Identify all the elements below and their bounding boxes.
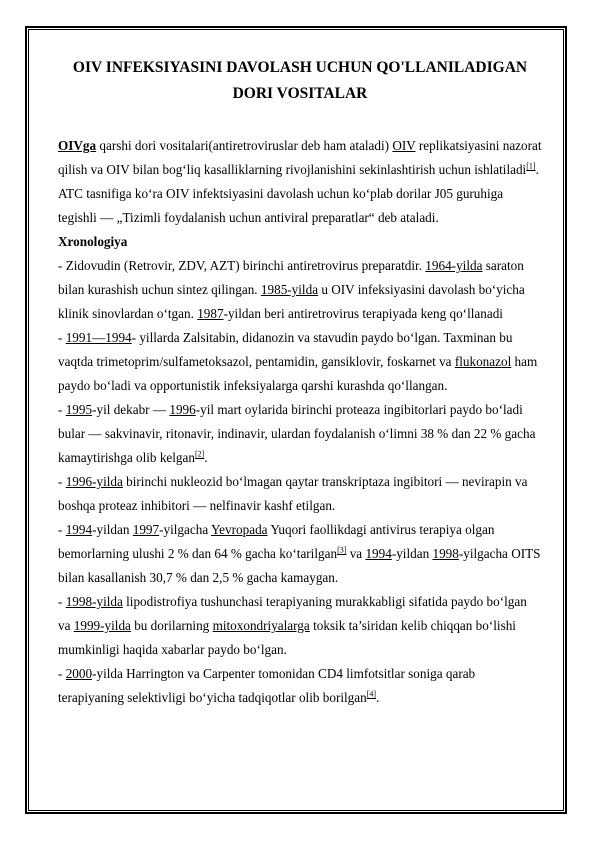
link-year[interactable]: 1964-yilda [425, 258, 483, 273]
section-heading: Xronologiya [58, 234, 128, 249]
link-year[interactable]: 1991—1994 [65, 330, 132, 345]
link-year[interactable]: 1994 [65, 522, 93, 537]
link-flukonazol[interactable]: flukonazol [454, 354, 512, 369]
link-year[interactable]: 1996 [169, 402, 196, 417]
document-title: OIV INFEKSIYASINI DAVOLASH UCHUN QO'LLANILADIGAN DORI VOSITALAR [72, 59, 528, 102]
chronology-item: - 1996-yilda birinchi nukleozid bo‘lmagan qaytar transkriptaza ingibitori — nevirapin va boshqa proteaz inhibitori — nelfinavir kashf etilgan. [58, 474, 528, 513]
link-oiv[interactable]: OIV [392, 138, 416, 153]
link-year[interactable]: 1994 [365, 546, 392, 561]
link-oivga[interactable]: OIVga [58, 138, 97, 153]
link-yevropada[interactable]: Yevropada [210, 522, 268, 537]
chronology-item: - 1994-yildan 1997-yilgacha Yevropada Yuqori faollikdagi antivirus terapiya olgan bemorlarning ulushi 2 % dan 64 % gacha ko‘tarilgan[3] va 1994-yildan 1998-yilgacha OITS bilan kasallanish 30,7 % dan 2,5 % gacha kamaygan. [58, 522, 541, 585]
chronology-item: - 1995-yil dekabr — 1996-yil mart oylarida birinchi proteaza ingibitorlari paydo bo‘ladi bular — sakvinavir, ritonavir, indinavir, ulardan foydalanish o‘limni 38 % dan 22 % gacha kamaytirishga olib kelgan[2]. [58, 402, 536, 465]
link-year[interactable]: 1987 [197, 306, 224, 321]
footnote-ref-4[interactable]: [4] [366, 689, 377, 699]
link-year[interactable]: 1985-yilda [260, 282, 319, 297]
link-year[interactable]: 1997 [132, 522, 160, 537]
link-year[interactable]: 1996-yilda [65, 474, 123, 489]
footnote-ref-1[interactable]: [1] [526, 161, 536, 171]
link-year[interactable]: 1995 [65, 402, 93, 417]
footnote-ref-3[interactable]: [3] [337, 545, 347, 555]
link-year[interactable]: 2000 [65, 666, 93, 681]
document-body [58, 55, 542, 710]
chronology-item: - Zidovudin (Retrovir, ZDV, AZT) birinchi antiretrovirus preparatdir. 1964-yilda saraton bilan kurashish uchun sintez qilingan. 1985-yilda u OIV infeksiyasini davolash bo‘yicha klinik sinovlardan o‘tgan. 1987-yildan beri antiretrovirus terapiyada keng qo‘llanadi [58, 258, 525, 321]
link-year[interactable]: 1998 [432, 546, 459, 561]
intro-paragraph: OIVga qarshi dori vositalari(antiretroviruslar deb ham ataladi) OIV replikatsiyasini nazorat qilish va OIV bilan bog‘liq kasalliklarning rivojlanishini sekinlashtirish uchun ishlatiladi[1]. ATC tasnifiga ko‘ra OIV infektsiyasini davolash uchun ko‘plab dorilar J05 guruhiga tegishli — „Tizimli foydalanish uchun antiviral preparatlar“ deb ataladi. [58, 138, 542, 225]
link-year[interactable]: 1999-yilda [73, 618, 131, 633]
chronology-item: - 2000-yilda Harrington va Carpenter tomonidan CD4 limfotsitlar soniga qarab terapiyaning selektivligi bo‘yicha tadqiqotlar olib borilgan[4]. [58, 666, 476, 705]
link-mitoxondriyalarga[interactable]: mitoxondriyalarga [212, 618, 310, 633]
chronology-item: - 1991—1994- yillarda Zalsitabin, didanozin va stavudin paydo bo‘lgan. Taxminan bu vaqtda trimetoprim/sulfametoksazol, pentamidin, gansiklovir, foskarnet va flukonazol ham paydo bo‘ladi va opportunistik infeksiyalarga qarshi kurashda qo‘llangan. [58, 330, 538, 393]
footnote-ref-2[interactable]: [2] [194, 449, 205, 459]
chronology-item: - 1998-yilda lipodistrofiya tushunchasi terapiyaning murakkabligi sifatida paydo bo‘lgan va 1999-yilda bu dorilarning mitoxondriyalarga toksik ta’siridan kelib chiqqan bo‘lishi mumkinligi haqida xabarlar paydo bo‘lgan. [58, 594, 527, 657]
link-year[interactable]: 1998-yilda [65, 594, 123, 609]
